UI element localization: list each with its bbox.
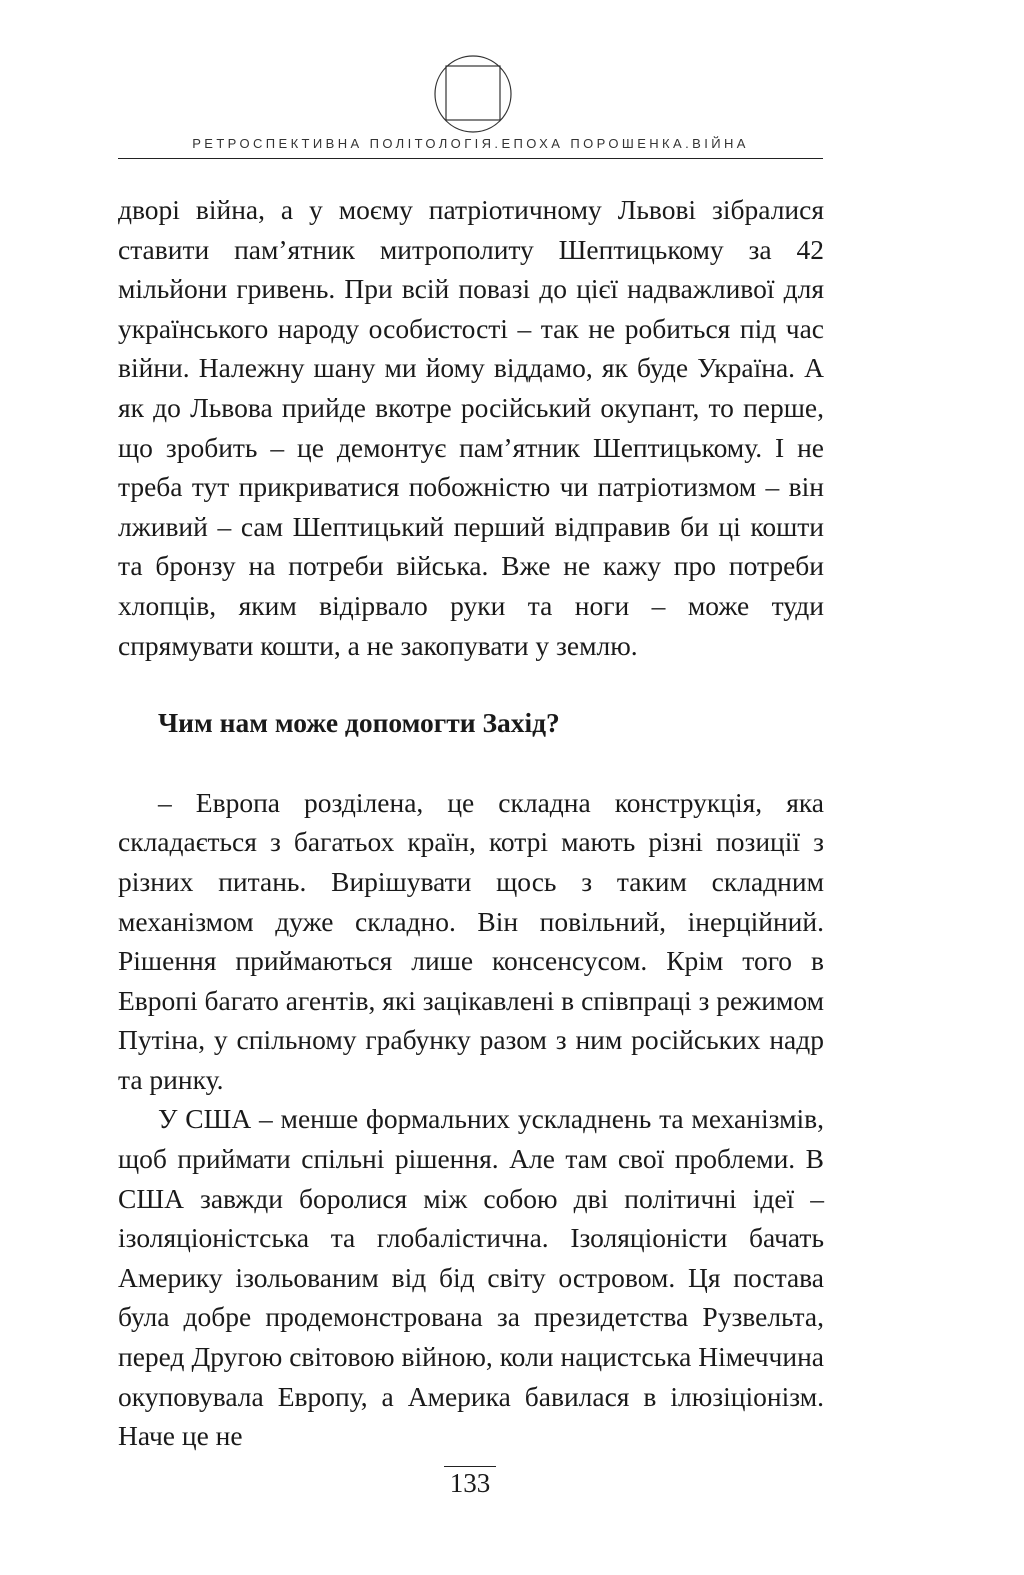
circle-square-emblem-icon xyxy=(433,52,513,136)
interview-question: Чим нам може допомогти Захід? xyxy=(158,707,560,739)
running-title: РЕТРОСПЕКТИВНА ПОЛІТОЛОГІЯ.ЕПОХА ПОРОШЕНКА.ВІЙНА xyxy=(192,136,749,151)
page-body xyxy=(118,190,824,1456)
answer-paragraph-usa: У США – менше формальних ускладнень та механізмів, щоб приймати спільні рішення. Але там свої проблеми. В США завжди боролися між собою дві політичні ідеї – ізоляціоністська та глобалістична. Ізоляціоністи бачать Америку ізольованим від бід світу островом. Ця постава була добре продемонстрована за президетства Рузвельта, перед Другою світовою війною, коли нацистська Німеччина окуповувала Европу, а Америка бавилася в ілюзіціонізм. Наче це не xyxy=(118,1103,824,1452)
paragraph-continuation: дворі війна, а у моєму патріотичному Львові зібралися ставити пам’ятник митрополиту Шептицькому за 42 мільйони гривень. При всій повазі до цієї надважливої для українського народу особистості – так не робиться під час війни. Належну шану ми йому віддамо, як буде Україна. А як до Львова прийде вкотре російський окупант, то перше, що зробить – це демонтує пам’ятник Шептицькому. І не треба тут прикриватися побожністю чи патріотизмом – він лживий – сам Шептицький перший відправив би ці кошти та бронзу на потреби війська. Вже не кажу про потреби хлопців, яким відірвало руки та ноги – може туди спрямувати кошти, а не закопувати у землю. xyxy=(118,194,824,661)
header-rule xyxy=(118,158,823,159)
answer-paragraph-europe: – Европа розділена, це складна конструкція, яка складається з багатьох країн, котрі мають різні позиції з різних питань. Вирішувати щось з таким складним механізмом дуже складно. Він повільний, інерційний. Рішення приймаються лише консенсусом. Крім того в Европі багато агентів, які зацікавлені в співпраці з режимом Путіна, у спільному грабунку разом з ним російських надр та ринку. xyxy=(118,786,824,1095)
page-number: 133 xyxy=(444,1466,496,1498)
